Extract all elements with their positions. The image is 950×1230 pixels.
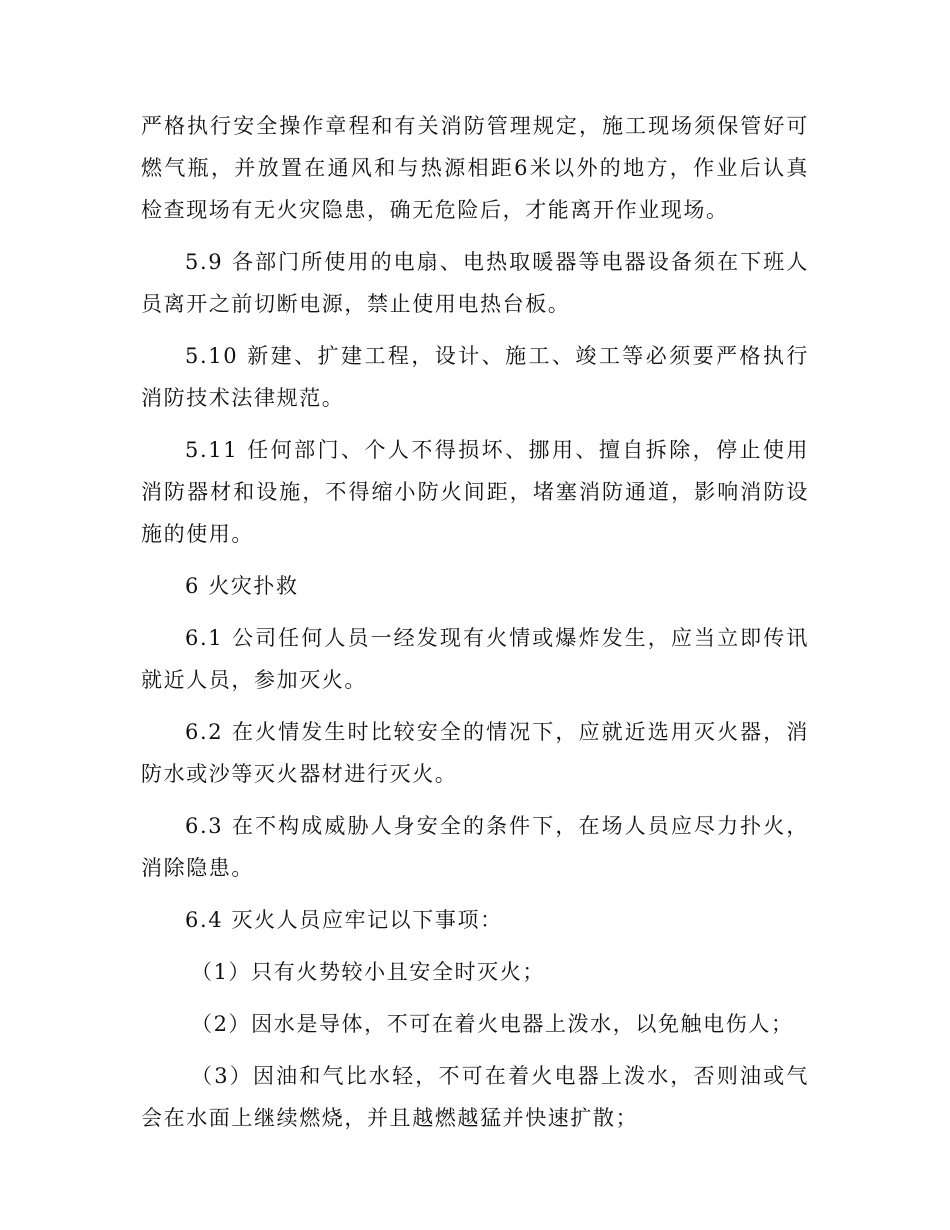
paragraph-6-4: 6.4 灭火人员应牢记以下事项：: [185, 908, 503, 932]
section-heading-6: 6 火灾扑救: [185, 574, 299, 598]
paragraph-5-10: 5.10 新建、扩建工程，设计、施工、竣工等必须要严格执行消防技术法律规范。: [141, 344, 809, 410]
list-item-1: （1）只有火势较小且安全时灭火；: [191, 960, 545, 984]
paragraph-6-3: 6.3 在不构成威胁人身安全的条件下，在场人员应尽力扑火，消除隐患。: [141, 814, 809, 880]
document-body: [141, 105, 809, 1149]
paragraph-5-11: 5.11 任何部门、个人不得损坏、挪用、擅自拆除，停止使用消防器材和设施，不得缩小防火间距，堵塞消防通道，影响消防设施的使用。: [141, 438, 809, 546]
paragraph-continuation: 严格执行安全操作章程和有关消防管理规定，施工现场须保管好可燃气瓶，并放置在通风和与热源相距6米以外的地方，作业后认真检查现场有无火灾隐患，确无危险后，才能离开作业现场。: [141, 114, 809, 222]
list-item-2: （2）因水是导体，不可在着火电器上泼水，以免触电伤人；: [191, 1012, 794, 1036]
paragraph-6-1: 6.1 公司任何人员一经发现有火情或爆炸发生，应当立即传讯就近人员，参加灭火。: [141, 626, 809, 692]
list-item-3: （3）因油和气比水轻，不可在着火电器上泼水，否则油或气会在水面上继续燃烧，并且越燃越猛并快速扩散；: [141, 1064, 809, 1130]
paragraph-5-9: 5.9 各部门所使用的电扇、电热取暖器等电器设备须在下班人员离开之前切断电源，禁止使用电热台板。: [141, 250, 809, 316]
paragraph-6-2: 6.2 在火情发生时比较安全的情况下，应就近选用灭火器，消防水或沙等灭火器材进行灭火。: [141, 720, 809, 786]
